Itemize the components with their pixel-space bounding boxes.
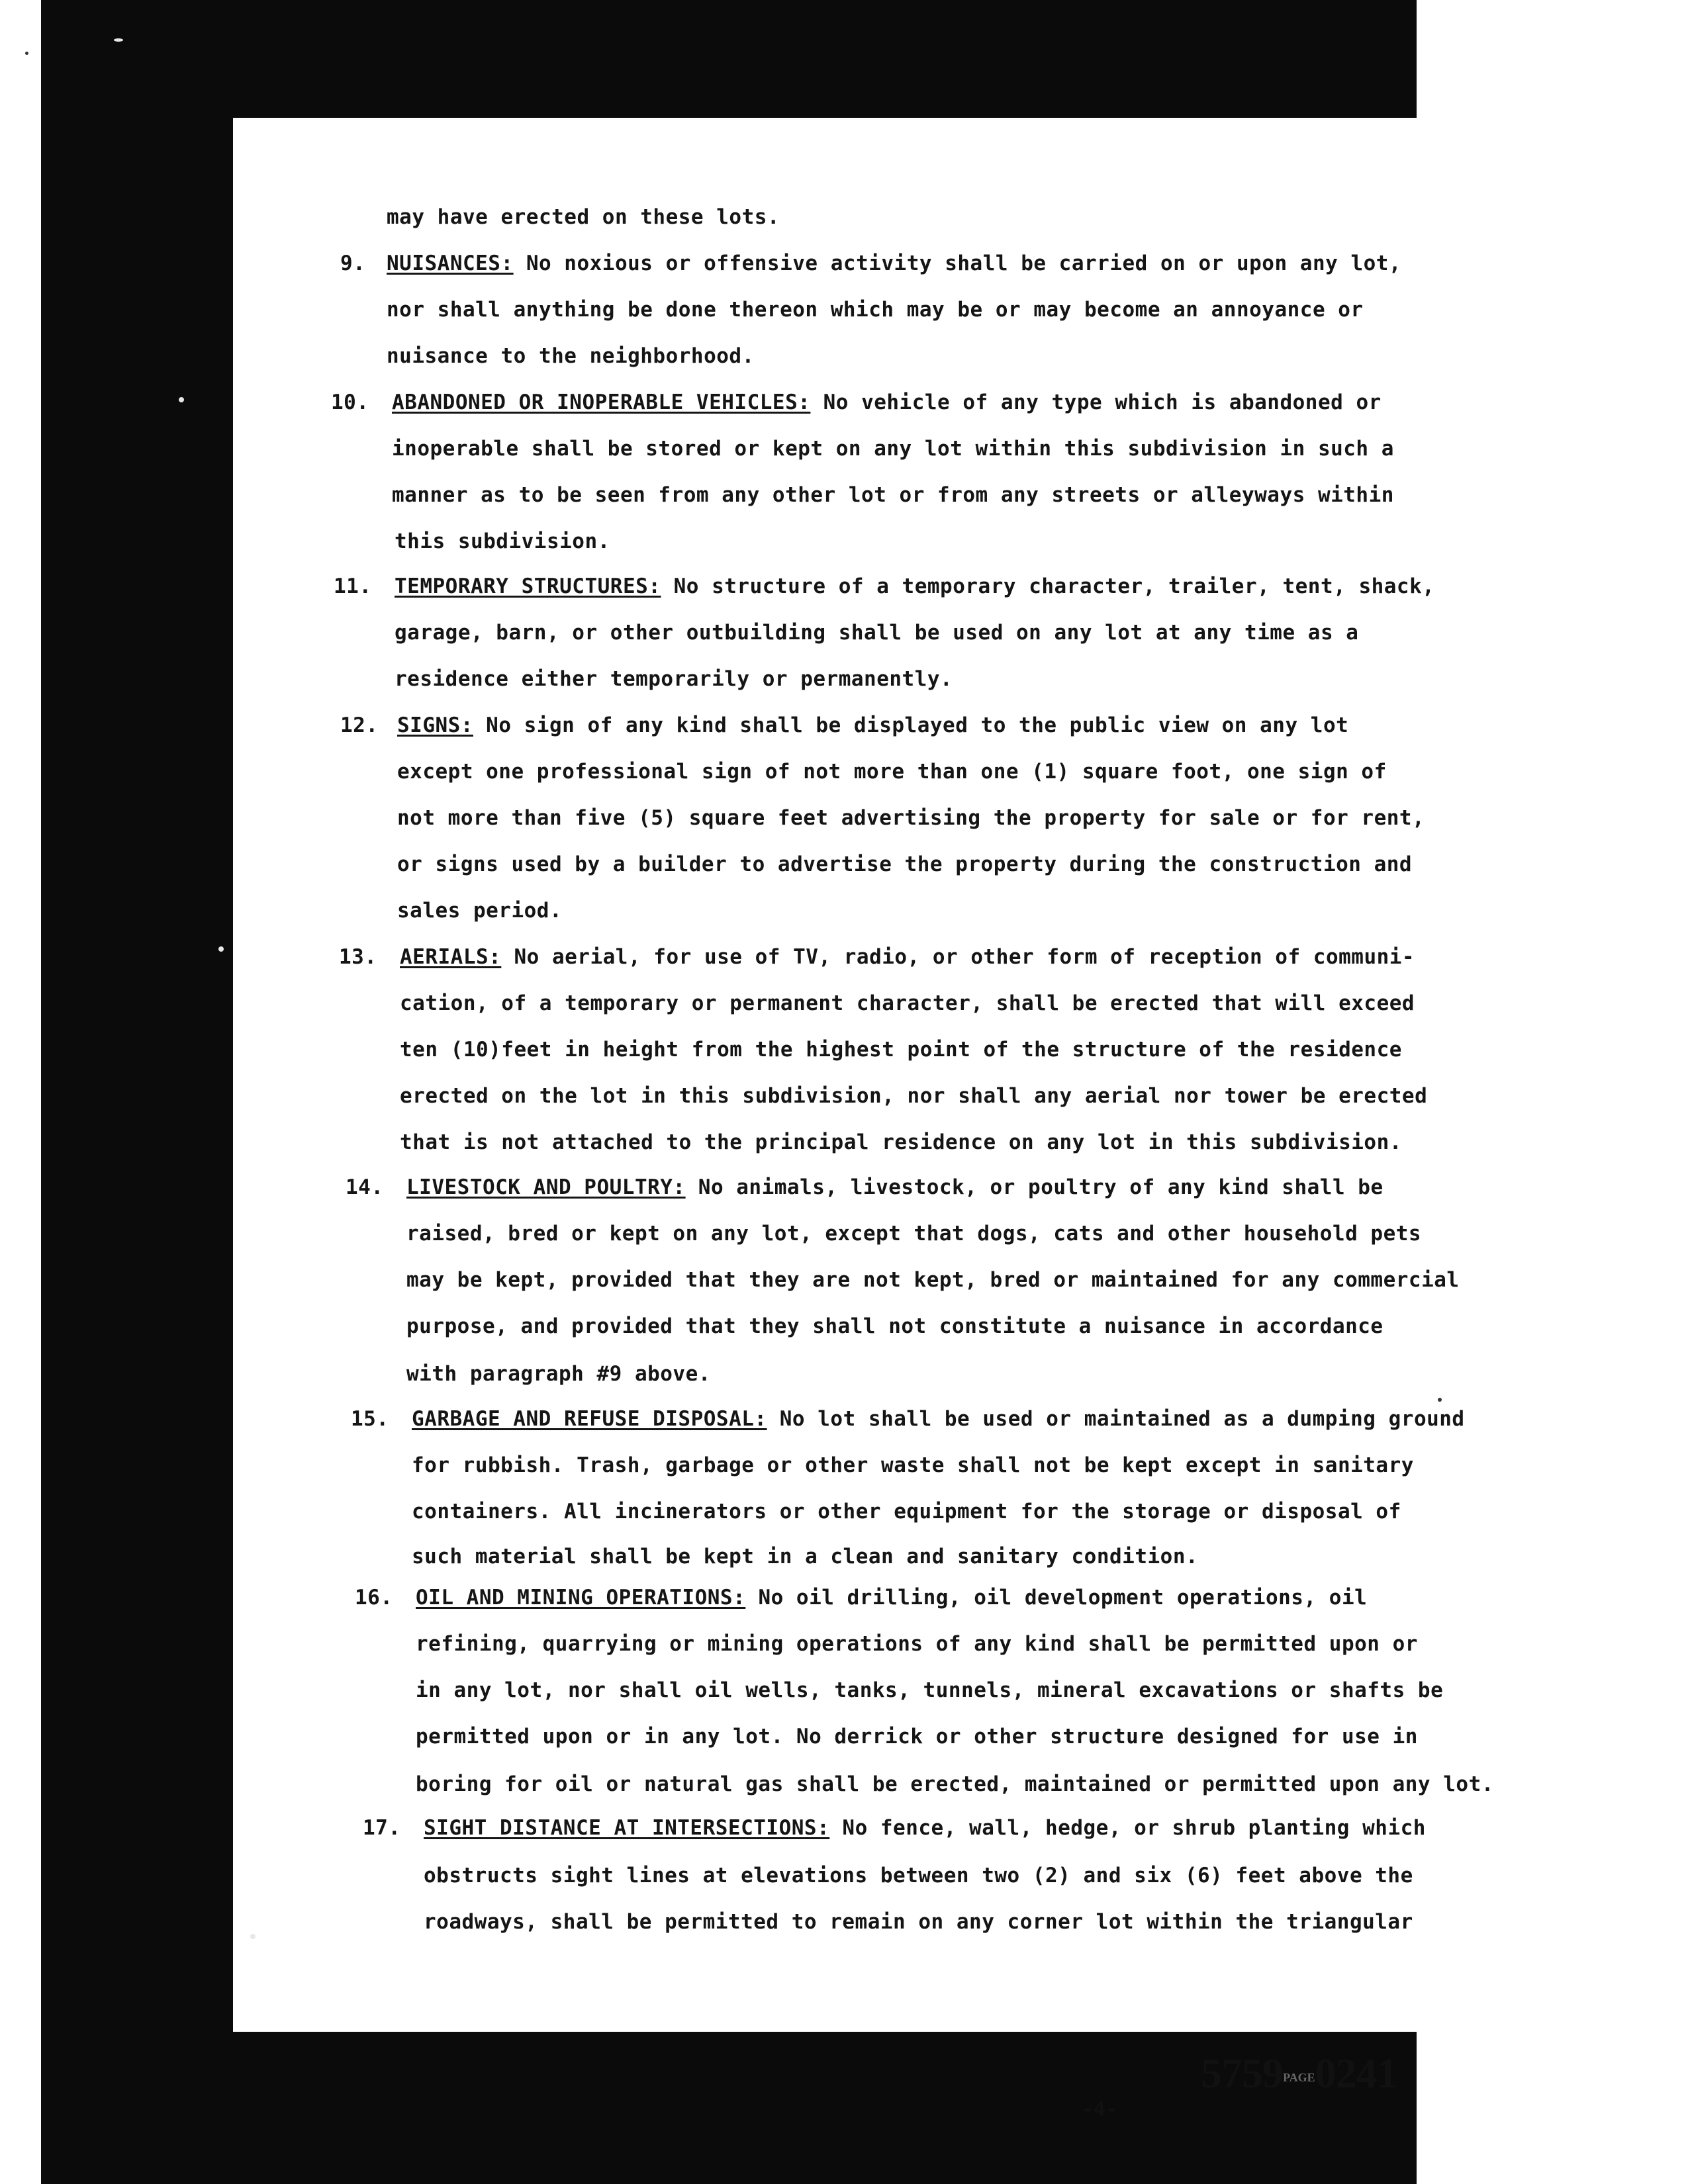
paragraph-line <box>424 1816 1426 1840</box>
section-heading: GARBAGE AND REFUSE DISPOSAL: <box>412 1407 767 1431</box>
section-heading: NUISANCES: <box>387 251 514 275</box>
paragraph-line <box>395 529 610 553</box>
scan-speck <box>114 38 123 42</box>
line-text: No structure of a temporary character, trailer, tent, shack, <box>673 574 1435 598</box>
line-text: No noxious or offensive activity shall be carried on or upon any lot, <box>526 251 1402 275</box>
line-text: refining, quarrying or mining operations of any kind shall be permitted upon or <box>416 1632 1418 1656</box>
line-text: or signs used by a builder to advertise the property during the construction and <box>397 852 1413 876</box>
paragraph-line <box>416 1586 1367 1610</box>
paragraph-line <box>387 344 755 368</box>
line-text: No aerial, for use of TV, radio, or other form of reception of communi- <box>514 945 1415 969</box>
line-text: No fence, wall, hedge, or shrub planting which <box>842 1816 1426 1840</box>
page-number: -4- <box>1082 2098 1118 2121</box>
scan-speck <box>179 397 184 402</box>
line-text: containers. All incinerators or other equipment for the storage or disposal of <box>412 1500 1401 1524</box>
paragraph-line <box>412 1545 1198 1569</box>
line-text: in any lot, nor shall oil wells, tanks, tunnels, mineral excavations or shafts be <box>416 1678 1444 1702</box>
line-text: No oil drilling, oil development operations, oil <box>758 1586 1368 1610</box>
scan-speck <box>1438 1398 1442 1402</box>
paragraph-line <box>387 298 1364 322</box>
paragraph-line <box>416 1678 1443 1702</box>
line-text: No animals, livestock, or poultry of any kind shall be <box>698 1175 1383 1199</box>
paragraph-line <box>416 1725 1418 1749</box>
line-text: nor shall anything be done thereon which may be or may become an annoyance or <box>387 298 1364 322</box>
line-text: not more than five (5) square feet advertising the property for sale or for rent, <box>397 806 1425 830</box>
paragraph-line <box>400 991 1415 1015</box>
paragraph-line <box>406 1175 1383 1199</box>
paragraph-line <box>412 1500 1401 1524</box>
paragraph-line <box>416 1632 1418 1656</box>
line-text: may be kept, provided that they are not kept, bred or maintained for any commercial <box>406 1268 1460 1292</box>
paragraph-line <box>406 1222 1421 1246</box>
paragraph-line <box>424 1864 1413 1888</box>
line-text: such material shall be kept in a clean and sanitary condition. <box>412 1545 1199 1569</box>
paragraph-line <box>392 483 1394 507</box>
section-number: 13. <box>339 945 377 969</box>
document-page <box>233 118 1494 2121</box>
line-text: erected on the lot in this subdivision, nor shall any aerial nor tower be erected <box>400 1084 1428 1108</box>
paragraph-line <box>416 1772 1494 1796</box>
section-number: 14. <box>346 1175 384 1199</box>
paragraph-line <box>400 1130 1402 1154</box>
paragraph-line <box>397 713 1348 737</box>
paragraph-line <box>397 899 562 923</box>
section-heading: SIGNS: <box>397 713 473 737</box>
section-number: 11. <box>334 574 372 598</box>
paragraph-line <box>392 390 1382 414</box>
line-text: No sign of any kind shall be displayed to the public view on any lot <box>486 713 1349 737</box>
section-number: 15. <box>351 1407 389 1431</box>
section-heading: AERIALS: <box>400 945 502 969</box>
paragraph-line <box>400 1038 1402 1062</box>
line-text: permitted upon or in any lot. No derrick or other structure designed for use in <box>416 1725 1418 1749</box>
line-text: cation, of a temporary or permanent character, shall be erected that will exceed <box>400 991 1415 1015</box>
line-text: roadways, shall be permitted to remain on any corner lot within the triangular <box>424 1910 1413 1934</box>
paragraph-line <box>406 1268 1460 1292</box>
line-text: may have erected on these lots. <box>387 205 780 229</box>
line-text: sales period. <box>397 899 563 923</box>
line-text: this subdivision. <box>395 529 610 553</box>
paragraph-line <box>412 1453 1414 1477</box>
line-text: inoperable shall be stored or kept on any lot within this subdivision in such a <box>392 437 1394 461</box>
section-heading: OIL AND MINING OPERATIONS: <box>416 1586 746 1610</box>
section-number: 16. <box>355 1586 393 1610</box>
line-text: ten (10)feet in height from the highest point of the structure of the residence <box>400 1038 1402 1062</box>
line-text: residence either temporarily or permanently. <box>395 667 953 691</box>
section-heading: TEMPORARY STRUCTURES: <box>395 574 661 598</box>
scan-speck <box>250 1934 256 1939</box>
paragraph-line <box>392 437 1394 461</box>
paragraph-line <box>395 621 1358 645</box>
section-number: 10. <box>331 390 369 414</box>
line-text: No vehicle of any type which is abandoned or <box>823 390 1382 414</box>
line-text: No lot shall be used or maintained as a dumping ground <box>779 1407 1465 1431</box>
line-text: except one professional sign of not more than one (1) square foot, one sign of <box>397 760 1387 784</box>
section-number: 17. <box>363 1816 401 1840</box>
paragraph-line <box>400 945 1415 969</box>
paragraph-line <box>406 1314 1383 1338</box>
paragraph-line <box>395 574 1434 598</box>
page-text <box>233 118 1494 2032</box>
section-heading: ABANDONED OR INOPERABLE VEHICLES: <box>392 390 811 414</box>
section-number: 12. <box>340 713 379 737</box>
paragraph-line <box>412 1407 1465 1431</box>
paragraph-line <box>387 205 780 229</box>
paragraph-line <box>397 806 1425 830</box>
scan-speck <box>218 946 224 952</box>
paragraph-line <box>387 251 1401 275</box>
line-text: manner as to be seen from any other lot or from any streets or alleyways within <box>392 483 1394 507</box>
stamp-small-text: PAGE <box>1283 2070 1315 2084</box>
line-text: obstructs sight lines at elevations between two (2) and six (6) feet above the <box>424 1864 1413 1888</box>
line-text: nuisance to the neighborhood. <box>387 344 755 368</box>
paragraph-line <box>395 667 953 691</box>
line-text: for rubbish. Trash, garbage or other waste shall not be kept except in sanitary <box>412 1453 1414 1477</box>
document-number-stamp: 5759PAGE0241 <box>1201 2050 1397 2097</box>
paragraph-line <box>397 760 1387 784</box>
paragraph-line <box>424 1910 1413 1934</box>
line-text: that is not attached to the principal residence on any lot in this subdivision. <box>400 1130 1402 1154</box>
line-text: purpose, and provided that they shall not constitute a nuisance in accordance <box>406 1314 1383 1338</box>
section-heading: LIVESTOCK AND POULTRY: <box>406 1175 686 1199</box>
line-text: boring for oil or natural gas shall be erected, maintained or permitted upon any lot. <box>416 1772 1494 1796</box>
line-text: with paragraph #9 above. <box>406 1362 711 1386</box>
line-text: garage, barn, or other outbuilding shall be used on any lot at any time as a <box>395 621 1359 645</box>
line-text: raised, bred or kept on any lot, except that dogs, cats and other household pets <box>406 1222 1422 1246</box>
section-heading: SIGHT DISTANCE AT INTERSECTIONS: <box>424 1816 830 1840</box>
scan-speck <box>25 52 28 55</box>
section-number: 9. <box>340 251 366 275</box>
paragraph-line <box>406 1362 711 1386</box>
paragraph-line <box>400 1084 1427 1108</box>
paragraph-line <box>397 852 1412 876</box>
